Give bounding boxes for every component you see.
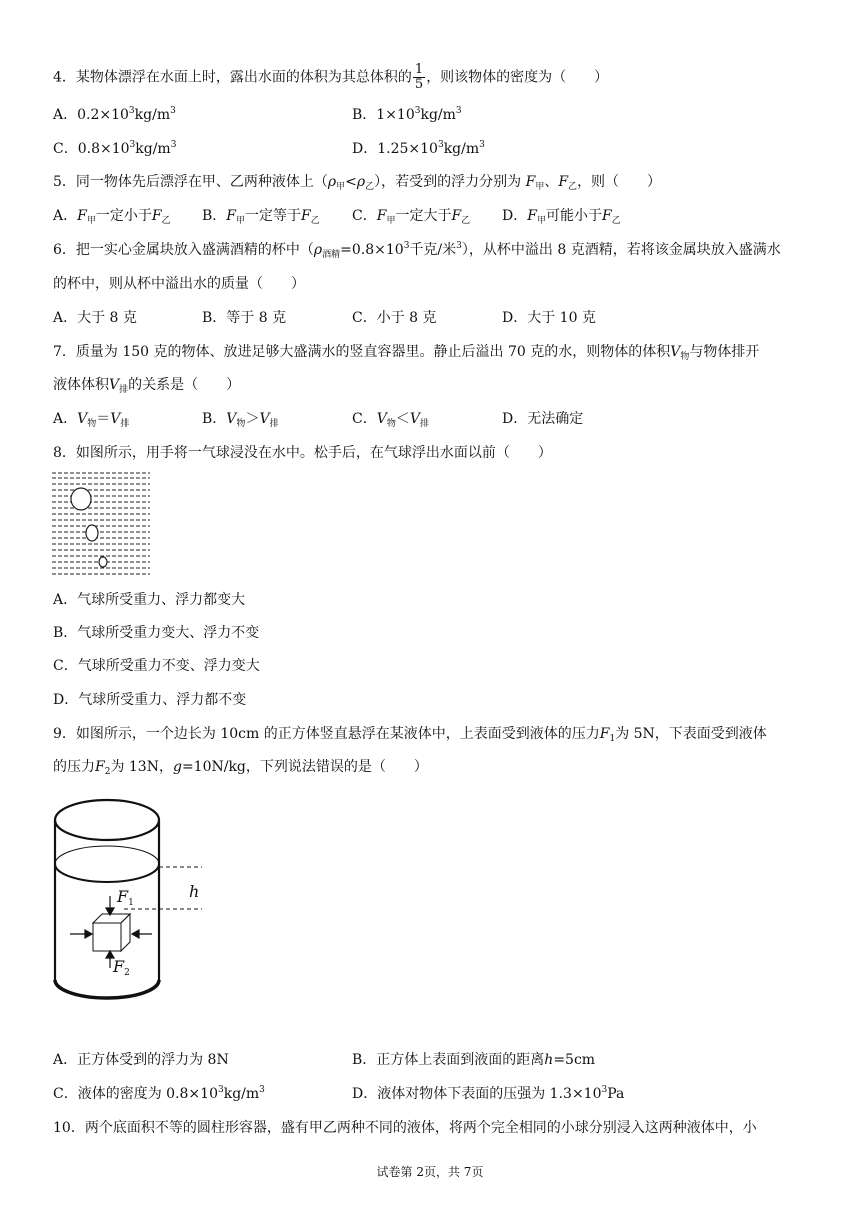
q4-stem: 4．某物体漂浮在水面上时，露出水面的体积为其总体积的 $\frac{1}{5}$ ，则该物体的密度为（ ） [53,62,609,92]
q6-option-d[interactable]: D．大于 10 克 [502,310,596,326]
q4-option-d[interactable]: D．$1.25\times 10^3kg/m^3$ [352,140,485,157]
q5-option-d[interactable]: D．$F_甲$可能小于$F_乙$ [502,208,621,226]
q5-option-b[interactable]: B．$F_甲$一定等于$F_乙$ [202,208,320,226]
q7-option-d[interactable]: D．无法确定 [502,411,584,427]
q7-stem-line2: 液体体积$V_排$的关系是（ ） [53,377,241,395]
q6-option-b[interactable]: B．等于 8 克 [202,310,287,326]
medium-balloon-icon [86,525,98,541]
q5-option-c[interactable]: C．$F_甲$一定大于$F_乙$ [352,208,471,226]
q9-stem-line1: 9．如图所示，一个边长为 10cm 的正方体竖直悬浮在某液体中，上表面受到液体的压力$F_1$为 5N，下表面受到液体 [53,726,767,744]
liquid-surface [55,864,159,882]
q8-option-b[interactable]: B．气球所受重力变大、浮力不变 [53,625,260,641]
q8-stem: 8．如图所示，用手将一气球浸没在水中。松手后，在气球浮出水面以前（ ） [53,445,552,461]
label-f1: $F_1$ [117,887,134,908]
q6-stem-line2: 的杯中，则从杯中溢出水的质量（ ） [53,276,305,292]
q5-option-a[interactable]: A．$F_甲$一定小于$F_乙$ [53,208,171,226]
q8-option-d[interactable]: D．气球所受重力、浮力都不变 [53,692,247,708]
q9-option-a[interactable]: A．正方体受到的浮力为 8N [53,1052,229,1068]
q9-option-d[interactable]: D．液体对物体下表面的压强为 $1.3\times 10^3Pa$ [352,1085,625,1102]
q4-option-c[interactable]: C．$0.8\times 10^3kg/m^3$ [53,140,177,157]
q7-option-c[interactable]: C．$V_物<V_排$ [352,411,429,429]
q6-option-c[interactable]: C．小于 8 克 [352,310,437,326]
label-h: h [189,882,200,901]
q8-option-c[interactable]: C．气球所受重力不变、浮力变大 [53,658,260,674]
q4-option-b[interactable]: B．$1\times 10^3kg/m^3$ [352,106,462,123]
q6-stem-line1: 6．把一实心金属块放入盛满酒精的杯中（$\rho_{酒精}=0.8\times 10^3$千克/米$^3$），从杯中溢出 8 克酒精，若将该金属块放入盛满水 [53,241,781,260]
cylinder-top [55,800,159,840]
cube-icon [93,914,130,951]
q8-option-a[interactable]: A．气球所受重力、浮力都变大 [53,592,246,608]
q7-option-a[interactable]: A．$V_物=V_排$ [53,411,130,429]
q10-stem-line1: 10．两个底面积不等的圆柱形容器，盛有甲乙两种不同的液体，将两个完全相同的小球分别浸入这两种液体中，小 [53,1120,757,1136]
page-footer: 试卷第 2页，共 7页 [376,1165,484,1179]
q4-option-a[interactable]: A．$0.2\times 10^3kg/m^3$ [53,106,176,123]
large-balloon-icon [71,488,91,510]
cylinder-bottom [55,980,159,998]
q9-option-c[interactable]: C．液体的密度为 $0.8\times 10^3kg/m^3$ [53,1085,265,1102]
q9-option-b[interactable]: B．正方体上表面到液面的距离h=5cm [352,1052,596,1068]
q6-option-a[interactable]: A．大于 8 克 [53,310,137,326]
fraction: $\frac{1}{5}$ [414,62,424,92]
label-f2: $F_2$ [113,957,130,978]
q7-stem-line1: 7．质量为 150 克的物体、放进足够大盛满水的竖直容器里。静止后溢出 70 克的水，则物体的体积$V_物$与物体排开 [53,344,760,362]
q9-stem-line2: 的压力$F_2$为 13N，g=10N/kg，下列说法错误的是（ ） [53,759,428,777]
small-balloon-icon [99,557,107,567]
q7-option-b[interactable]: B．$V_物>V_排$ [202,411,279,429]
balloon-figure [52,471,152,579]
q5-stem: 5．同一物体先后漂浮在甲、乙两种液体上$(\rho_甲<\rho_乙)$，若受到的浮力分别为 $F_甲$、$F_乙$，则（ ） [53,174,662,192]
